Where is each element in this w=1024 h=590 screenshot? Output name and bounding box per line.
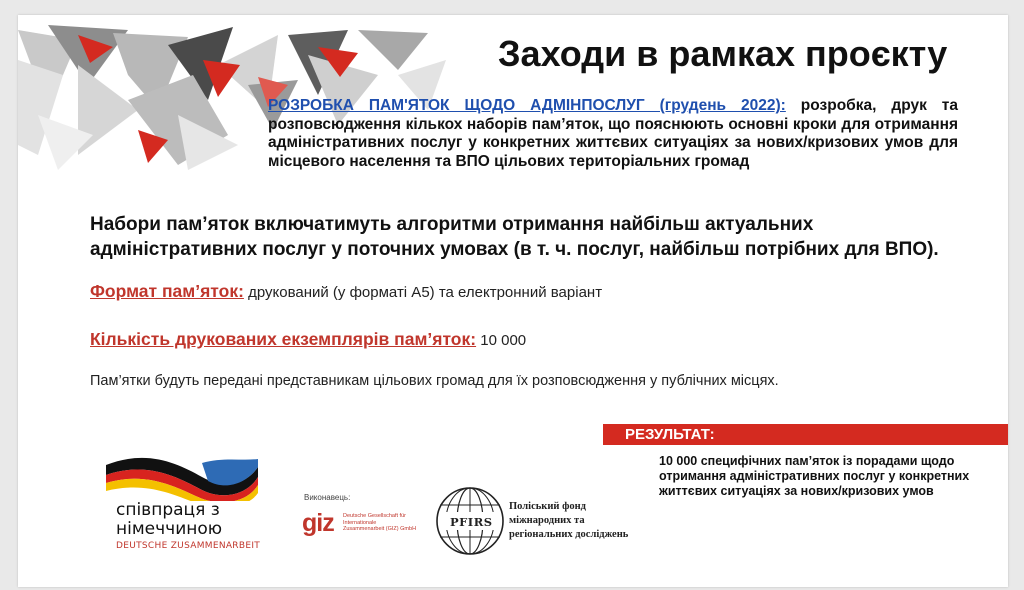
giz-logo: giz <box>302 509 334 537</box>
executor-label: Виконавець: <box>304 493 351 502</box>
format-label: Формат пам’яток: <box>90 281 244 301</box>
intro-paragraph <box>268 97 958 171</box>
pfirs-name-line-1: Поліський фонд <box>509 501 586 512</box>
page-title: Заходи в рамках проєкту <box>498 33 948 74</box>
sets-paragraph: Набори пам’яток включатимуть алгоритми отримання найбільш актуальних адміністративних послуг у поточних умовах (в т. ч. послуг, найбільш потрібних для ВПО). <box>90 214 939 260</box>
cooperation-line-2: німеччиною <box>116 519 223 539</box>
cooperation-line-1: співпраця з <box>116 500 220 520</box>
pfirs-name-line-3: регіональних досліджень <box>509 529 629 540</box>
intro-body: розробка, друк та розповсюдження кількох наборів пам’яток, що пояснюють основні кроки для отримання адміністративних послуг у конкретних життєвих ситуаціях за нових/кризових умов для місцевого населення та ВПО цільових територіальних громад <box>268 97 959 170</box>
pfirs-name-line-2: міжнародних та <box>509 515 585 526</box>
format-value: друкований (у форматі А5) та електронний варіант <box>243 284 603 301</box>
intro-heading: РОЗРОБКА ПАМ'ЯТОК ЩОДО АДМІНПОСЛУГ (грудень 2022): <box>268 97 786 114</box>
handover-text: Пам’ятки будуть передані представникам цільових громад для їх розповсюдження у публічних місцях. <box>90 373 779 389</box>
format-row <box>90 281 602 302</box>
pfirs-full-name <box>509 500 628 542</box>
pfirs-logo-text: PFIRS <box>450 515 493 529</box>
count-row <box>90 329 526 350</box>
cooperation-wordmark <box>116 501 222 539</box>
giz-full-name: Deutsche Gesellschaft für Internationale Zusammenarbeit (GIZ) GmbH <box>343 513 417 532</box>
result-label: РЕЗУЛЬТАТ: <box>625 426 715 443</box>
count-value: 10 000 <box>476 332 527 349</box>
result-text: 10 000 специфічних пам’яток із порадами щодо отримання адміністративних послуг у конкретних життєвих ситуаціях за нових/кризових умов <box>659 454 970 498</box>
slide <box>18 15 1008 587</box>
cooperation-subtitle: DEUTSCHE ZUSAMMENARBEIT <box>116 541 261 551</box>
german-flag-ribbon-icon <box>102 453 262 501</box>
count-label: Кількість друкованих екземплярів пам’яток: <box>90 329 477 349</box>
